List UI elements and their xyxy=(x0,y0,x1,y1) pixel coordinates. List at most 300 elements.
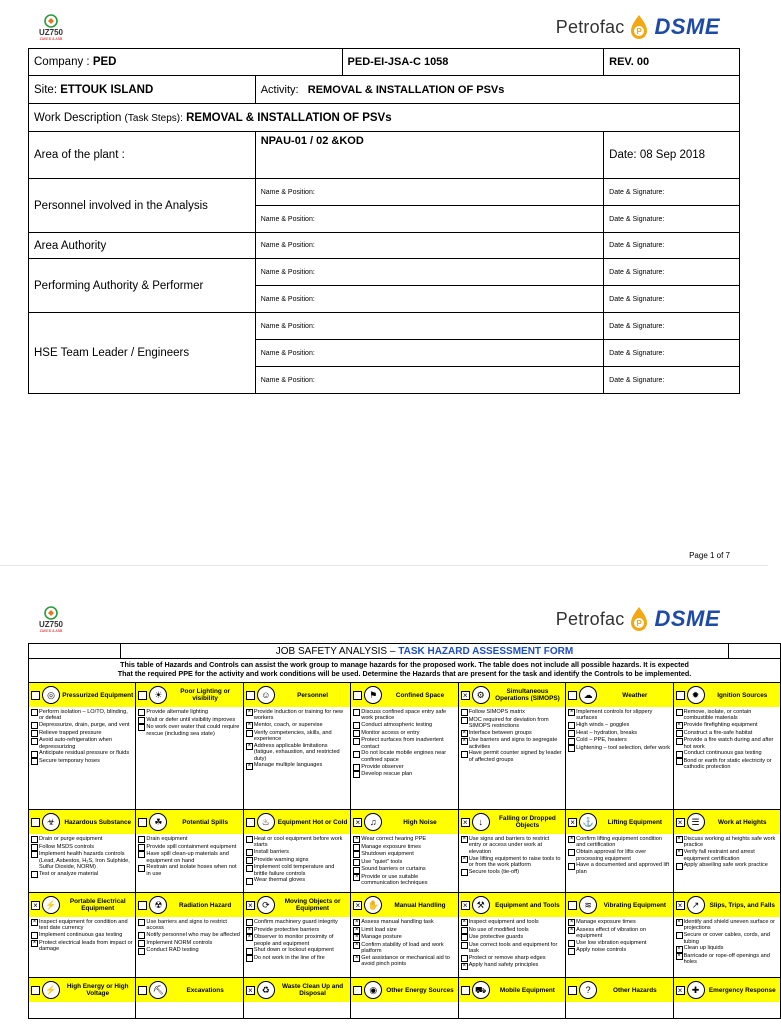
hazard-cell xyxy=(136,683,243,810)
control-checkbox[interactable] xyxy=(461,836,468,843)
hazard-checkbox[interactable] xyxy=(246,986,255,995)
high-voltage-icon: ⚡ xyxy=(42,981,60,999)
control-item xyxy=(568,862,670,875)
control-item xyxy=(246,836,348,849)
control-checkbox[interactable] xyxy=(138,836,145,843)
control-item xyxy=(246,947,348,954)
falling-objects-icon: ↓ xyxy=(472,813,490,831)
control-checkbox[interactable] xyxy=(246,878,253,885)
control-item xyxy=(461,919,563,926)
hazard-controls xyxy=(459,834,565,892)
hazard-checkbox[interactable] xyxy=(353,986,362,995)
hazard-controls xyxy=(566,834,672,892)
control-checkbox[interactable] xyxy=(568,927,575,934)
name-position-field[interactable]: Name & Position: xyxy=(255,286,603,313)
control-item xyxy=(353,859,455,866)
control-checkbox[interactable] xyxy=(138,851,145,858)
control-checkbox[interactable] xyxy=(246,948,253,955)
control-label: Have a documented and approved lift plan xyxy=(576,862,670,875)
hazard-title: Pressurized Equipment xyxy=(62,691,134,699)
hazard-header xyxy=(136,683,242,707)
control-label: Confirm machinery guard integrity xyxy=(253,919,338,925)
svg-text:P: P xyxy=(636,27,643,36)
control-label: Conduct RAD testing xyxy=(146,947,199,954)
company-cell: Company : PED xyxy=(29,49,343,76)
control-label: Depressurize, drain, purge, and vent xyxy=(39,722,130,729)
control-label: Implement controls for slippery surfaces xyxy=(576,709,653,722)
control-label: Develop rescue plan xyxy=(361,771,413,778)
emergency-icon: ✚ xyxy=(687,981,705,999)
control-checkbox[interactable] xyxy=(568,863,575,870)
page-number: Page 1 of 7 xyxy=(689,551,730,560)
control-checkbox[interactable] xyxy=(568,948,575,955)
control-label: Manage posture xyxy=(361,934,402,941)
control-checkbox[interactable] xyxy=(138,717,145,724)
control-checkbox[interactable] xyxy=(31,919,38,926)
hazard-header xyxy=(674,893,780,917)
hazard-header xyxy=(674,978,780,1002)
name-position-field[interactable]: Name & Position: xyxy=(255,206,603,233)
hazard-header xyxy=(566,683,672,707)
hazard-checkbox[interactable] xyxy=(676,901,685,910)
document-number: PED-EI-JSA-C 1058 xyxy=(342,49,604,76)
control-checkbox[interactable] xyxy=(461,919,468,926)
control-checkbox[interactable] xyxy=(31,851,38,858)
revision: REV. 00 xyxy=(604,49,740,76)
hse-team-label: HSE Team Leader / Engineers xyxy=(29,313,256,394)
hazard-checkbox[interactable] xyxy=(31,691,40,700)
uz750-logo-icon xyxy=(44,606,58,620)
control-checkbox[interactable] xyxy=(461,869,468,876)
control-checkbox[interactable] xyxy=(568,940,575,947)
control-checkbox[interactable] xyxy=(353,859,360,866)
hazard-checkbox[interactable] xyxy=(246,901,255,910)
hazard-controls xyxy=(674,707,780,809)
control-checkbox[interactable] xyxy=(31,738,38,745)
hazard-checkbox[interactable] xyxy=(676,691,685,700)
hazard-checkbox[interactable] xyxy=(31,818,40,827)
control-label: Heat or cool equipment before work starts xyxy=(253,836,343,849)
hazard-checkbox[interactable] xyxy=(138,691,147,700)
control-item xyxy=(568,947,670,954)
hazard-controls xyxy=(29,1002,135,1018)
date-signature-field[interactable]: Date & Signature: xyxy=(604,259,740,286)
control-item xyxy=(31,730,133,737)
hazard-checkbox[interactable] xyxy=(353,818,362,827)
control-checkbox[interactable] xyxy=(461,963,468,970)
control-item xyxy=(138,940,240,947)
control-checkbox[interactable] xyxy=(676,709,683,716)
control-item xyxy=(676,932,778,945)
control-checkbox[interactable] xyxy=(461,709,468,716)
name-position-field[interactable]: Name & Position: xyxy=(255,313,603,340)
control-checkbox[interactable] xyxy=(461,934,468,941)
control-label: Shutdown equipment xyxy=(361,851,414,858)
control-item xyxy=(353,942,455,955)
control-label: Assess effect of vibration on equipment xyxy=(576,926,646,939)
hazard-header xyxy=(566,893,672,917)
control-checkbox[interactable] xyxy=(31,751,38,758)
date-signature-field[interactable]: Date & Signature: xyxy=(604,313,740,340)
date-signature-field[interactable]: Date & Signature: xyxy=(604,179,740,206)
control-item xyxy=(353,836,455,843)
control-item xyxy=(676,758,778,771)
control-checkbox[interactable] xyxy=(676,836,683,843)
control-label: Use protective guards xyxy=(468,934,524,941)
hazard-header xyxy=(459,893,565,917)
hazard-cell xyxy=(136,893,243,978)
control-checkbox[interactable] xyxy=(353,722,360,729)
control-checkbox[interactable] xyxy=(353,919,360,926)
control-item xyxy=(31,844,133,851)
control-checkbox[interactable] xyxy=(676,758,683,765)
hazard-checkbox[interactable] xyxy=(31,901,40,910)
lighting-icon: ☀ xyxy=(149,686,167,704)
control-label: Protect surfaces from inadvertent contact xyxy=(361,737,444,750)
control-checkbox[interactable] xyxy=(353,730,360,737)
control-checkbox[interactable] xyxy=(461,942,468,949)
control-checkbox[interactable] xyxy=(353,836,360,843)
control-checkbox[interactable] xyxy=(461,730,468,737)
control-item xyxy=(138,717,240,724)
control-label: No use of modified tools xyxy=(468,926,529,933)
control-checkbox[interactable] xyxy=(246,857,253,864)
hazard-header xyxy=(244,810,350,834)
control-checkbox[interactable] xyxy=(353,771,360,778)
control-item xyxy=(246,849,348,856)
petrofac-flame-icon xyxy=(628,14,650,40)
hazard-checkbox[interactable] xyxy=(246,818,255,827)
control-label: Avoid auto-refrigeration when depressurizing xyxy=(39,737,112,750)
date-signature-field[interactable]: Date & Signature: xyxy=(604,340,740,367)
control-checkbox[interactable] xyxy=(138,932,145,939)
control-checkbox[interactable] xyxy=(353,942,360,949)
control-item xyxy=(31,758,133,765)
control-item xyxy=(461,856,563,869)
control-checkbox[interactable] xyxy=(676,738,683,745)
hazard-header xyxy=(351,683,457,707)
control-checkbox[interactable] xyxy=(138,709,145,716)
form-instructions: This table of Hazards and Controls can assist the work group to manage hazards for the proposed work. The table does not include all possible hazards. It is expected That the required PPE for the activity and work conditions will be used. Determine the Hazards that are present for the task and identify the Controls to be implemented. xyxy=(28,659,781,683)
hazard-checkbox[interactable] xyxy=(676,986,685,995)
hazard-header xyxy=(351,810,457,834)
control-label: Verify fall restraint and arrest equipment certification xyxy=(683,849,755,862)
form-title: JOB SAFETY ANALYSIS – TASK HAZARD ASSESSMENT FORM xyxy=(275,646,574,657)
control-item xyxy=(568,730,670,737)
control-checkbox[interactable] xyxy=(676,863,683,870)
control-label: MOC required for deviation from SIMOPS restrictions xyxy=(468,716,549,729)
hazard-checkbox[interactable] xyxy=(568,691,577,700)
hazard-checkbox[interactable] xyxy=(568,986,577,995)
control-label: Implement health hazards controls (Lead, Asbestos, H₂S, Iron Sulphide, Sulfur Dioxide, NORM) xyxy=(39,851,130,870)
control-checkbox[interactable] xyxy=(31,722,38,729)
hazard-header xyxy=(566,810,672,834)
control-item xyxy=(353,844,455,851)
hazard-title: High Noise xyxy=(403,818,437,826)
control-item xyxy=(31,737,133,750)
control-checkbox[interactable] xyxy=(461,955,468,962)
control-item xyxy=(568,745,670,752)
hazard-cell xyxy=(459,683,566,810)
control-checkbox[interactable] xyxy=(353,709,360,716)
control-checkbox[interactable] xyxy=(676,919,683,926)
hazard-cell xyxy=(244,810,351,893)
control-checkbox[interactable] xyxy=(568,849,575,856)
hazard-controls xyxy=(674,1002,780,1018)
control-checkbox[interactable] xyxy=(246,927,253,934)
control-checkbox[interactable] xyxy=(676,953,683,960)
control-checkbox[interactable] xyxy=(353,955,360,962)
control-checkbox[interactable] xyxy=(676,849,683,856)
hazard-controls xyxy=(566,1002,672,1018)
control-checkbox[interactable] xyxy=(568,722,575,729)
control-label: Perform isolation – LO/TO, blinding, or defeat xyxy=(39,709,128,722)
control-label: Discuss confined space entry safe work practice xyxy=(361,709,447,722)
control-checkbox[interactable] xyxy=(676,932,683,939)
hazard-checkbox[interactable] xyxy=(138,818,147,827)
date-signature-field[interactable]: Date & Signature: xyxy=(604,206,740,233)
control-checkbox[interactable] xyxy=(138,919,145,926)
control-checkbox[interactable] xyxy=(353,934,360,941)
hazard-title: Moving Objects or Equipment xyxy=(284,898,341,912)
control-checkbox[interactable] xyxy=(353,764,360,771)
jsa-header-table xyxy=(28,48,740,394)
control-checkbox[interactable] xyxy=(353,874,360,881)
control-label: Provide a fire watch during and after hot work xyxy=(683,737,774,750)
control-checkbox[interactable] xyxy=(138,724,145,731)
other-hazards-icon: ? xyxy=(579,981,597,999)
hazard-header xyxy=(351,893,457,917)
control-label: Verify competencies, skills, and experience xyxy=(253,729,332,743)
noise-icon: ♫ xyxy=(364,813,382,831)
control-label: Notify personnel who may be affected xyxy=(146,932,240,939)
control-label: Use low vibration equipment xyxy=(576,939,647,946)
control-checkbox[interactable] xyxy=(568,836,575,843)
control-checkbox[interactable] xyxy=(676,751,683,758)
control-checkbox[interactable] xyxy=(31,709,38,716)
control-checkbox[interactable] xyxy=(246,709,253,716)
vibration-icon: ≋ xyxy=(579,896,597,914)
work-description-cell: Work Description (Task Steps): REMOVAL & INSTALLATION OF PSVs xyxy=(29,104,740,132)
control-checkbox[interactable] xyxy=(138,940,145,947)
hazard-title: High Energy or High Voltage xyxy=(66,983,129,997)
control-checkbox[interactable] xyxy=(246,865,253,872)
hazard-header xyxy=(674,683,780,707)
control-checkbox[interactable] xyxy=(461,751,468,758)
hazard-title: Emergency Response xyxy=(708,986,776,994)
hazard-title: Radiation Hazard xyxy=(179,901,232,909)
control-item xyxy=(568,927,670,940)
control-label: Install barriers xyxy=(253,849,289,856)
control-checkbox[interactable] xyxy=(568,730,575,737)
name-position-field[interactable]: Name & Position: xyxy=(255,367,603,394)
control-checkbox[interactable] xyxy=(353,738,360,745)
hazard-controls xyxy=(244,1002,350,1018)
control-checkbox[interactable] xyxy=(246,730,253,737)
date-signature-field[interactable]: Date & Signature: xyxy=(604,367,740,394)
control-checkbox[interactable] xyxy=(353,867,360,874)
control-label: Get assistance or mechanical aid to avoid pinch points xyxy=(361,954,450,968)
hazard-checkbox[interactable] xyxy=(568,901,577,910)
hazard-controls xyxy=(674,834,780,892)
control-checkbox[interactable] xyxy=(676,946,683,953)
hazard-checkbox[interactable] xyxy=(461,691,470,700)
hazard-cell xyxy=(244,893,351,978)
hazard-header xyxy=(244,893,350,917)
control-label: Bond or earth for static electricity or cathodic protection xyxy=(683,758,772,771)
control-checkbox[interactable] xyxy=(353,851,360,858)
hazard-title: Confined Space xyxy=(395,691,445,699)
hazard-cell xyxy=(351,978,458,1019)
control-label: Provide spill containment equipment xyxy=(146,843,237,850)
control-label: Apply abseiling safe work practice xyxy=(683,862,768,869)
hazard-title: Ignition Sources xyxy=(717,691,768,699)
control-item xyxy=(461,934,563,941)
hazard-controls xyxy=(566,707,672,809)
hazard-header xyxy=(459,810,565,834)
excavation-icon: ⛏ xyxy=(149,981,167,999)
control-item xyxy=(568,940,670,947)
control-item xyxy=(676,862,778,869)
control-checkbox[interactable] xyxy=(353,751,360,758)
hazard-checkbox[interactable] xyxy=(461,901,470,910)
control-checkbox[interactable] xyxy=(568,919,575,926)
control-checkbox[interactable] xyxy=(138,865,145,872)
radiation-icon: ☢ xyxy=(149,896,167,914)
control-checkbox[interactable] xyxy=(31,758,38,765)
control-label: Provide protective barriers xyxy=(253,926,320,933)
control-checkbox[interactable] xyxy=(568,709,575,716)
control-label: Use signs and barriers to restrict entry or access under work at elevation xyxy=(468,836,550,855)
control-checkbox[interactable] xyxy=(461,717,468,724)
name-position-field[interactable]: Name & Position: xyxy=(255,179,603,206)
hazard-header xyxy=(29,978,135,1002)
control-checkbox[interactable] xyxy=(676,730,683,737)
control-checkbox[interactable] xyxy=(246,836,253,843)
date-signature-field[interactable]: Date & Signature: xyxy=(604,286,740,313)
control-checkbox[interactable] xyxy=(353,844,360,851)
hazard-header xyxy=(244,683,350,707)
control-label: Protect or remove sharp edges xyxy=(468,954,546,961)
control-item xyxy=(676,722,778,729)
hazard-controls xyxy=(566,917,672,977)
hazard-title: Lifting Equipment xyxy=(607,818,662,826)
control-checkbox[interactable] xyxy=(31,932,38,939)
date-signature-field[interactable]: Date & Signature: xyxy=(604,233,740,259)
control-checkbox[interactable] xyxy=(246,743,253,750)
hazard-cell xyxy=(459,893,566,978)
control-label: Observer to monitor proximity of people and equipment xyxy=(253,934,334,947)
control-label: Assess manual handling task xyxy=(361,919,434,925)
hazard-checkbox[interactable] xyxy=(461,986,470,995)
control-label: Heat – hydration, breaks xyxy=(576,729,638,736)
control-item xyxy=(676,919,778,932)
control-checkbox[interactable] xyxy=(246,722,253,729)
hazard-cell xyxy=(566,683,673,810)
control-label: Restrain and isolate hoses when not in use xyxy=(146,864,237,877)
weather-icon: ☁ xyxy=(579,686,597,704)
control-label: Implement cold temperature and brittle failure controls xyxy=(253,864,335,877)
control-checkbox[interactable] xyxy=(461,738,468,745)
control-checkbox[interactable] xyxy=(246,934,253,941)
control-item xyxy=(246,919,348,926)
control-label: Interface between groups xyxy=(468,729,532,736)
control-label: High winds – goggles xyxy=(576,722,630,729)
hazard-controls xyxy=(674,917,780,977)
hazard-checkbox[interactable] xyxy=(568,818,577,827)
confined-space-icon: ⚑ xyxy=(364,686,382,704)
spill-icon: ☘ xyxy=(149,813,167,831)
hazard-header xyxy=(674,810,780,834)
control-checkbox[interactable] xyxy=(31,871,38,878)
hazard-checkbox[interactable] xyxy=(353,691,362,700)
control-checkbox[interactable] xyxy=(353,927,360,934)
hazard-checkbox[interactable] xyxy=(138,901,147,910)
hazard-checkbox[interactable] xyxy=(353,901,362,910)
hazard-grid xyxy=(28,683,781,1019)
control-checkbox[interactable] xyxy=(461,927,468,934)
control-item xyxy=(246,722,348,729)
name-position-field[interactable]: Name & Position: xyxy=(255,340,603,367)
hazard-cell xyxy=(29,978,136,1019)
control-checkbox[interactable] xyxy=(138,948,145,955)
hazard-checkbox[interactable] xyxy=(461,818,470,827)
hazard-title: Simultaneous Operations (SIMOPS) xyxy=(495,688,560,702)
control-checkbox[interactable] xyxy=(568,738,575,745)
hazard-header xyxy=(29,683,135,707)
name-position-field[interactable]: Name & Position: xyxy=(255,259,603,286)
control-label: Remove, isolate, or contain combustible materials xyxy=(683,709,752,722)
control-checkbox[interactable] xyxy=(138,844,145,851)
control-checkbox[interactable] xyxy=(31,940,38,947)
control-item xyxy=(568,722,670,729)
hazard-checkbox[interactable] xyxy=(676,818,685,827)
hazard-controls xyxy=(244,707,350,809)
control-checkbox[interactable] xyxy=(246,849,253,856)
control-checkbox[interactable] xyxy=(676,722,683,729)
control-item xyxy=(353,771,455,778)
control-checkbox[interactable] xyxy=(246,763,253,770)
hazard-controls xyxy=(244,917,350,977)
control-checkbox[interactable] xyxy=(31,844,38,851)
petrofac-flame-icon xyxy=(628,606,650,632)
uz750-logo-tagline: ZAKED & ASB xyxy=(39,629,63,633)
control-label: Discuss working at heights safe work practice xyxy=(683,836,776,849)
control-checkbox[interactable] xyxy=(31,836,38,843)
control-checkbox[interactable] xyxy=(246,955,253,962)
control-checkbox[interactable] xyxy=(461,856,468,863)
hazard-title: Slips, Trips, and Falls xyxy=(709,901,775,909)
site-value: ETTOUK ISLAND xyxy=(60,83,154,96)
control-label: Do not work in the line of fire xyxy=(253,954,325,961)
control-label: Inspect equipment and tools xyxy=(468,919,539,925)
manual-handling-icon: ✋ xyxy=(364,896,382,914)
control-item xyxy=(31,940,133,953)
control-checkbox[interactable] xyxy=(246,919,253,926)
control-label: Protect electrical leads from impact or damage xyxy=(39,939,133,953)
control-label: Do not locate mobile engines near confined space xyxy=(361,750,447,763)
hazard-title: Excavations xyxy=(186,986,224,994)
name-position-field[interactable]: Name & Position: xyxy=(255,233,603,259)
control-label: Follow SIMOPS matrix xyxy=(468,709,525,715)
control-item xyxy=(31,836,133,843)
control-checkbox[interactable] xyxy=(568,745,575,752)
tools-icon: ⚒ xyxy=(472,896,490,914)
hazard-checkbox[interactable] xyxy=(138,986,147,995)
hazard-checkbox[interactable] xyxy=(31,986,40,995)
control-checkbox[interactable] xyxy=(31,730,38,737)
hazard-checkbox[interactable] xyxy=(246,691,255,700)
